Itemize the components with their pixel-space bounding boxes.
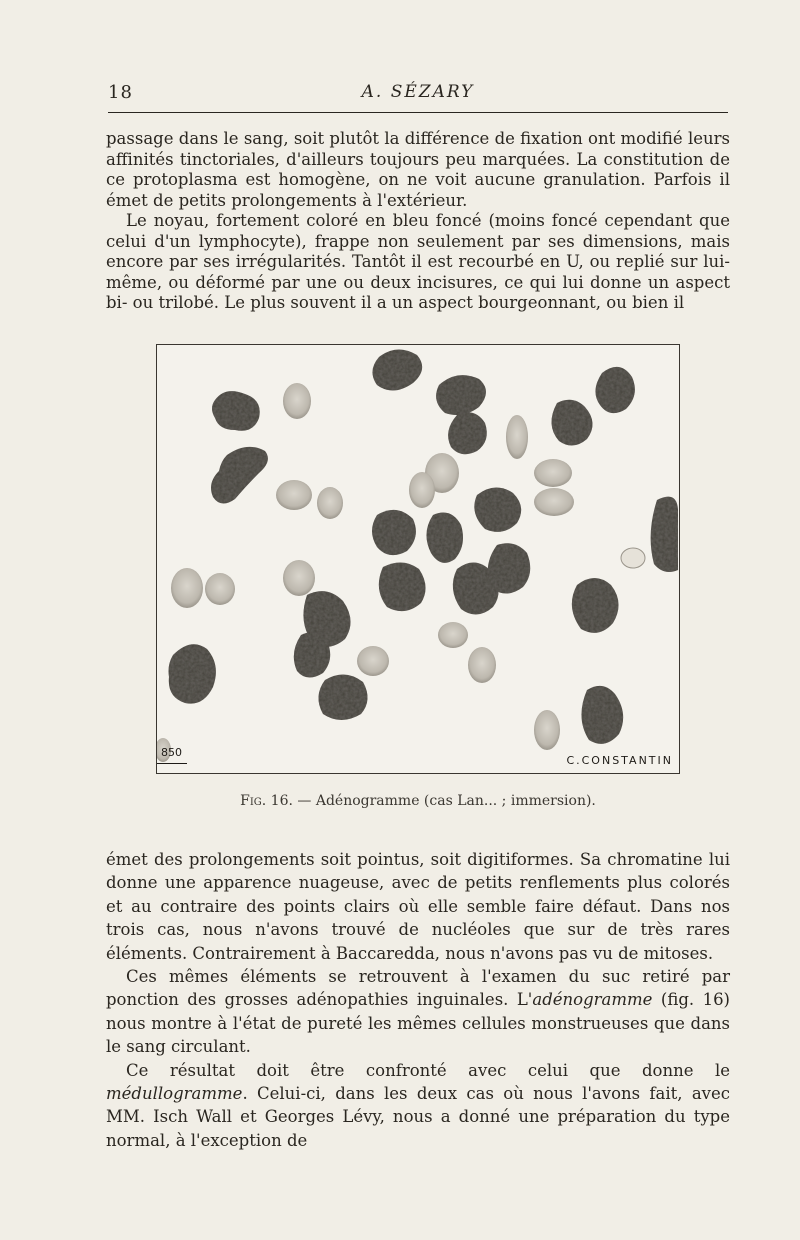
paragraph — [106, 965, 730, 1059]
atypical-lymphocyte-nuclei — [169, 349, 679, 743]
text-run: (fig. 16) nous montre à l'état de pureté les mêmes cellules monstrueuses que dans le sang circulant. — [106, 990, 730, 1057]
paragraph: Le noyau, fortement coloré en bleu foncé (moins foncé cependant que celui d'un lymphocyte), frappe non seulement par ses dimensions, mais encore par ses irrégularités. Tantôt il est recourbé en U, ou replié sur lui-même, ou déformé par une ou deux incisures, ce qui lui donne un aspect bi- ou trilobé. Le plus souvent il a un aspect bourgeonnant, ou bien il — [106, 211, 730, 312]
header-rule — [108, 112, 728, 113]
running-head: A. SÉZARY — [361, 82, 475, 102]
italic-term: médullogramme — [106, 1084, 243, 1104]
page-header — [108, 82, 728, 108]
caption-text: — Adénogramme (cas Lan... ; immersion). — [297, 793, 596, 809]
text-run: Ce résultat doit être confronté avec celui que donne le — [126, 1060, 730, 1080]
scale-underline — [157, 763, 187, 764]
figure-caption — [106, 793, 730, 809]
text-run: . Celui-ci, dans les deux cas où nous l'avons fait, avec MM. Isch Wall et Georges Lévy, nous a donné une préparation du type normal, à l'exception de — [106, 1084, 730, 1150]
caption-label: Fig. 16. — [240, 793, 293, 809]
micrograph-figure — [156, 344, 680, 774]
paragraph: émet des prolongements soit pointus, soit digitiformes. Sa chromatine lui donne une apparence nuageuse, avec de petits renflements plus colorés et au contraire des points clairs où elle semble faire défaut. Dans nos trois cas, nous n'avons trouvé de nucléoles que sur de très rares éléments. Contrairement à Baccaredda, nous n'avons pas vu de mitoses. — [106, 850, 730, 963]
text-run: Ces mêmes éléments se retrouvent à l'examen du suc retiré par ponction des grosses adénopathies inguinales. L' — [106, 967, 730, 1010]
magnification-label: 850 — [161, 746, 182, 759]
top-text-block — [106, 129, 730, 314]
paragraph: passage dans le sang, soit plutôt la différence de fixation ont modifié leurs affinités tinctoriales, d'ailleurs toujours peu marquées. La constitution de ce protoplasma est homogène, on ne voit aucune granulation. Parfois il émet de petits prolongements à l'extérieur. — [106, 129, 730, 210]
italic-term: adénogramme — [532, 990, 653, 1010]
artist-signature: C.CONSTANTIN — [566, 754, 673, 767]
page-number: 18 — [108, 82, 133, 103]
paragraph — [106, 1059, 730, 1153]
bottom-text-block — [106, 848, 730, 1152]
micrograph-illustration — [157, 345, 678, 772]
